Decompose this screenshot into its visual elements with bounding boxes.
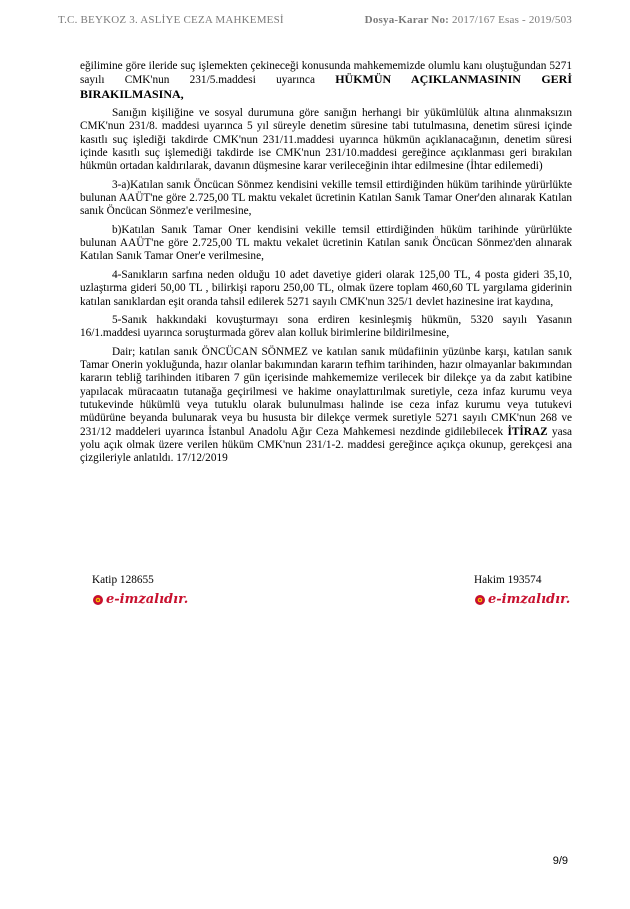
paragraph-2: Sanığın kişiliğine ve sosyal durumuna göre sanığın herhangi bir yükümlülük altına alınmaksızın CMK'nun 231/8. maddesi uyarınca 5 yıl süreyle denetim süresine tabi tutulmasına, denetim süresi içinde kasıtlı suç işlediği takdirde CMK'nun 231/11.maddesi uyarınca hükmün açıklanacağının, denetim süresi içinde kasıtlı suç işlemediği takdirde ise CMK'nun 231/10.maddesi gereğince açıklanması geri bırakılan hükmün ortadan kaldırılarak, davanın düşmesine karar verileceğinin ihtar edilmesine (İhtar edilemedi) — [80, 107, 572, 173]
seal-icon — [474, 594, 486, 606]
document-body — [80, 60, 572, 471]
paragraph-1-bold: HÜKMÜN AÇIKLANMASININ GERİ BIRAKILMASINA, — [80, 72, 572, 101]
judge-esign — [474, 592, 570, 607]
judge-signature — [474, 574, 570, 607]
file-number-value: 2017/167 Esas - 2019/503 — [449, 14, 572, 26]
seal-icon — [92, 594, 104, 606]
esign-text: e-imzalıdır. — [488, 592, 571, 607]
paragraph-7-text-a: Dair; katılan sanık ÖNCÜCAN SÖNMEZ ve katılan sanık müdafiinin yüzünbe karşı, katılan sanık Tamar Onerin yokluğunda, hazır olanlar bakımından kararın tefhim tarihinden, hazır olmayanlar bakımından kararın tebliğ tarihinden itibaren 7 gün içerisinde mahkememize verilecek bir dilekçe ya da zabıt katibine yapılacak müracaatın tutanağa geçirilmesi ve hakime onaylattırılmak suretiyle, ceza infaz kurumu veya tutukevinde hükümlü veya tutuklu olarak bulunulması halinde ise ceza infaz kurumu veya tutukevi müdürüne beyanda bulunarak veya bu hususta bir dilekçe vermek suretiyle 5271 sayılı CMK'nun 268 ve 231/12 maddeleri uyarınca İstanbul Anadolu Ağır Ceza Mahkemesi nezdinde gidilebilecek — [80, 345, 572, 438]
clerk-label: Katip 128655 — [92, 574, 154, 586]
paragraph-4: b)Katılan Sanık Tamar Oner kendisini vekille temsil ettirdiğinden hüküm tarihinde yürürlükte bulunan AAÜT'ne göre 2.725,00 TL maktu vekalet ücretinin Katılan sanık Öncücan Sönmez'den alınarak Katılan Sanık Tamar Oner'e verilmesine, — [80, 223, 572, 263]
clerk-esign — [92, 592, 188, 607]
page-header — [58, 14, 572, 30]
paragraph-3: 3-a)Katılan sanık Öncücan Sönmez kendisini vekille temsil ettirdiğinden hüküm tarihinde yürürlükte bulunan AAÜT'ne göre 2.725,00 TL maktu vekalet ücretinin Katılan Sanık Tamar Oner'den alınarak Katılan sanık Öncücan Sönmez'e verilmesine, — [80, 178, 572, 218]
judge-label: Hakim 193574 — [474, 574, 542, 586]
paragraph-5: 4-Sanıkların sarfına neden olduğu 10 adet davetiye gideri olarak 125,00 TL, 4 posta gideri 35,10, uzlaştırma gideri 50,00 TL , bilirkişi raporu 250,00 TL, olmak üzere toplam 460,60 TL yargılama giderinin katılan sanıklardan eşit oranda tahsil edilerek 5271 sayılı CMK'nun 325/1 devlet hazinesine irat kaydına, — [80, 268, 572, 308]
paragraph-6: 5-Sanık hakkındaki kovuşturmayı sona erdiren kesinleşmiş hükmün, 5320 sayılı Yasanın 16/1.maddesi uyarınca soruşturmada görev alan kolluk birimlerine bildirilmesine, — [80, 313, 572, 340]
paragraph-1 — [80, 60, 572, 102]
esign-text: e-imzalıdır. — [106, 592, 189, 607]
page-number: 9/9 — [552, 855, 568, 867]
paragraph-7-bold: İTİRAZ — [507, 425, 548, 438]
paragraph-7 — [80, 346, 572, 466]
file-number — [365, 14, 572, 26]
paragraph-1-text: eğilimine göre ileride suç işlemekten çekineceği konusunda mahkememizde olumlu kanı oluştuğundan 5271 sayılı CMK'nun 231/5.maddesi uyarınca — [80, 60, 572, 87]
court-name: T.C. BEYKOZ 3. ASLİYE CEZA MAHKEMESİ — [58, 14, 284, 26]
paragraph-7-text-b: yasa yolu açık olmak üzere verilen hüküm CMK'nun 231/1-2. maddesi gereğince açıkça okunup, gerekçesi ana çizgileriyle anlatıldı. 17/12/2019 — [80, 425, 572, 465]
file-number-label: Dosya-Karar No: — [364, 14, 450, 26]
clerk-signature — [92, 574, 188, 607]
